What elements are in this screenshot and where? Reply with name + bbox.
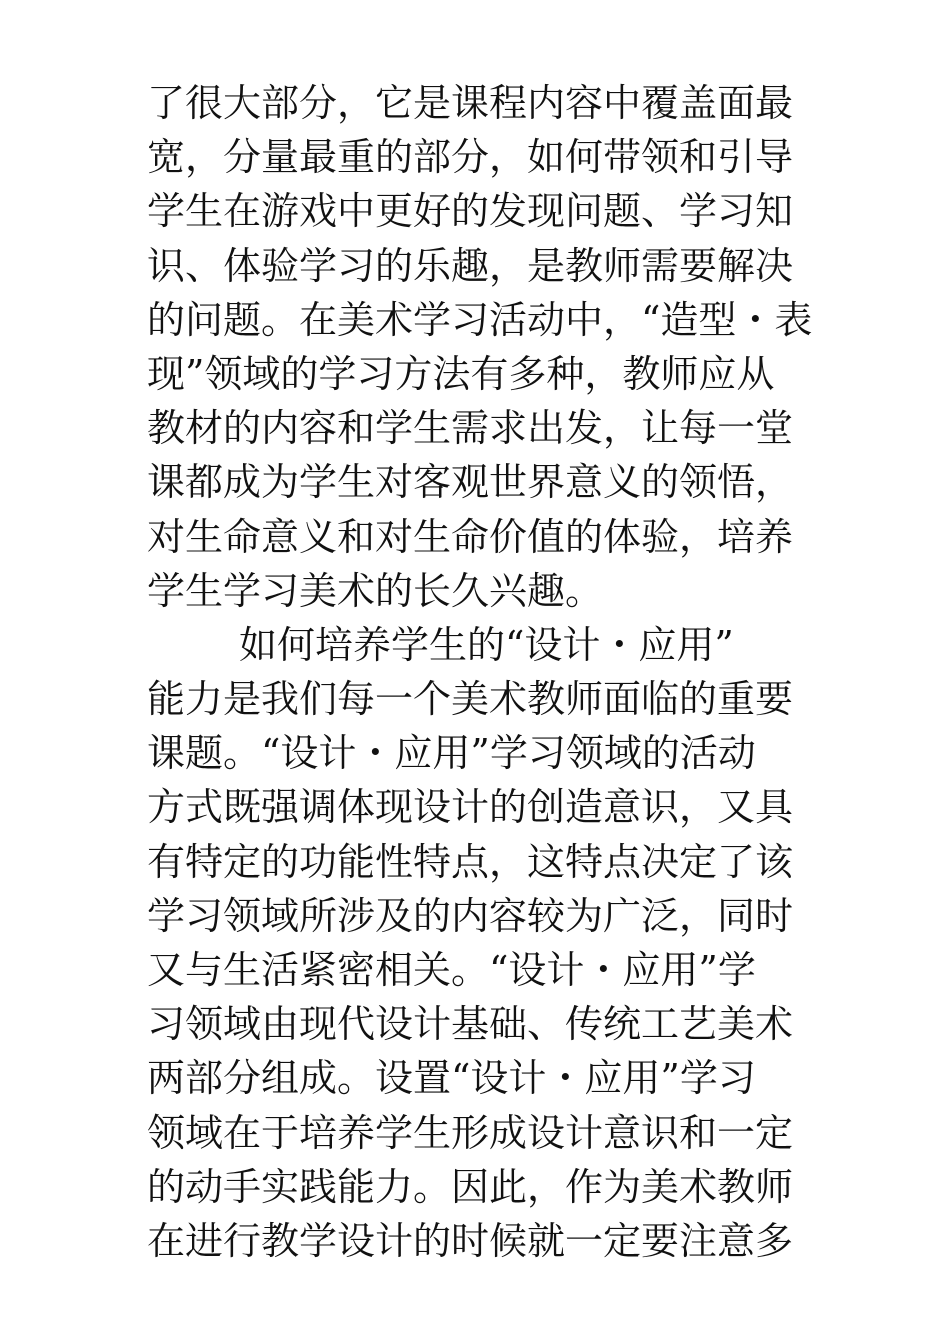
- text-line: 又与生活紧密相关。“设计・应用”学: [147, 948, 756, 992]
- text-line: 宽，分量最重的部分，如何带领和引导: [147, 135, 794, 180]
- text-line: 两部分组成。设置“设计・应用”学习: [147, 1056, 756, 1101]
- text-line: 学生在游戏中更好的发现问题、学习知: [147, 189, 794, 234]
- text-line: 对生命意义和对生命价值的体验，培养: [147, 514, 794, 559]
- text-line: 现”领域的学习方法有多种，教师应从: [147, 351, 775, 396]
- text-line: 在进行教学设计的时候就一定要注意多: [147, 1218, 794, 1263]
- text-line: 能力是我们每一个美术教师面临的重要: [147, 677, 794, 722]
- text-line: 有特定的功能性特点，这特点决定了该: [147, 839, 794, 884]
- body-text: [147, 76, 813, 1268]
- paragraph-start-line: 如何培养学生的“设计・应用”: [239, 622, 734, 667]
- text-line: 识、体验学习的乐趣，是教师需要解决: [147, 243, 794, 288]
- text-line: 学习领域所涉及的内容较为广泛，同时: [147, 893, 794, 938]
- text-line: 习领域由现代设计基础、传统工艺美术: [147, 1002, 794, 1047]
- text-line: 的动手实践能力。因此，作为美术教师: [147, 1164, 794, 1209]
- text-line: 学生学习美术的长久兴趣。: [147, 568, 604, 613]
- text-line: 课都成为学生对客观世界意义的领悟，: [147, 460, 794, 505]
- text-line: 领域在于培养学生形成设计意识和一定: [147, 1110, 794, 1155]
- text-line: 课题。“设计・应用”学习领域的活动: [147, 731, 756, 776]
- text-line: 方式既强调体现设计的创造意识，又具: [147, 785, 794, 830]
- text-line: 了很大部分，它是课程内容中覆盖面最: [147, 81, 794, 125]
- text-line: 的问题。在美术学习活动中，“造型・表: [147, 297, 813, 342]
- text-line: 教材的内容和学生需求出发，让每一堂: [147, 406, 794, 451]
